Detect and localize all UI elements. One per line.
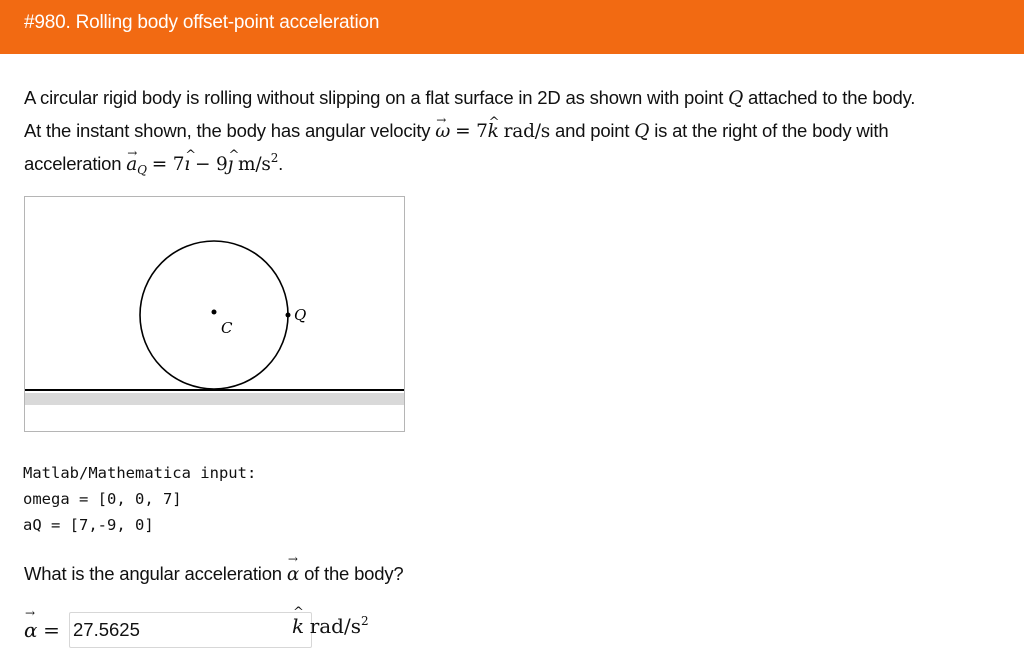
answer-label — [24, 618, 60, 643]
acceleration-value-x: = 7 — [151, 154, 185, 175]
figure-svg — [25, 197, 405, 432]
statement-text: A circular rigid body is rolling without slipping on a flat surface in 2D as shown with point — [24, 87, 729, 108]
center-point — [212, 310, 217, 315]
ground-surface — [25, 393, 405, 405]
point-q-label: Q — [294, 306, 307, 324]
answer-unit — [292, 614, 369, 639]
problem-header — [0, 0, 1024, 54]
i-unit-vector: ^ ı — [184, 149, 190, 181]
statement-line-3 — [24, 148, 1009, 182]
statement-text: acceleration — [24, 153, 127, 174]
statement-text: attached to the body. — [743, 87, 916, 108]
point-q-symbol: Q — [634, 121, 650, 142]
answer-unit-text: rad/s — [309, 614, 361, 638]
acceleration-unit-exponent: 2 — [270, 151, 279, 165]
answer-unit-exponent: 2 — [360, 614, 369, 628]
rolling-body-circle — [140, 241, 288, 389]
omega-unit: rad/s — [503, 121, 551, 142]
omega-value: = 7 — [455, 121, 488, 142]
statement-text: is at the right of the body with — [649, 120, 889, 141]
problem-statement — [24, 82, 1009, 182]
omega-vector-symbol: → ω — [435, 116, 450, 148]
acceleration-subscript: Q — [137, 163, 147, 177]
question-text-pre: What is the angular acceleration — [24, 563, 287, 584]
acceleration-unit: m/s — [238, 154, 271, 175]
matlab-input-block — [23, 460, 256, 538]
question-text — [24, 563, 404, 585]
statement-text: At the instant shown, the body has angular velocity — [24, 120, 436, 141]
acceleration-value-y: − 9 — [194, 154, 228, 175]
code-omega-line: omega = [0, 0, 7] — [23, 490, 182, 508]
point-q-marker — [286, 313, 291, 318]
angular-acceleration-input[interactable] — [69, 612, 312, 648]
code-aq-line: aQ = [7,-9, 0] — [23, 516, 154, 534]
statement-text: . — [278, 153, 284, 174]
answer-k-unit-vector: ^ k — [292, 614, 304, 638]
statement-line-1 — [24, 82, 1009, 115]
alpha-vector-symbol: → α — [287, 564, 299, 585]
rolling-body-figure — [24, 196, 405, 432]
question-text-post: of the body? — [299, 563, 404, 584]
acceleration-vector-symbol: → a — [126, 149, 137, 181]
problem-title: #980. Rolling body offset-point acceleration — [24, 12, 380, 33]
point-q-symbol: Q — [728, 88, 744, 109]
j-unit-vector: ^ ȷ — [228, 149, 234, 181]
code-heading: Matlab/Mathematica input: — [23, 464, 257, 482]
center-label: C — [221, 319, 233, 337]
statement-text: and point — [550, 120, 635, 141]
answer-alpha-symbol: → α — [24, 618, 38, 642]
statement-line-2 — [24, 115, 1009, 148]
answer-equals: = — [43, 618, 60, 642]
answer-row — [24, 612, 424, 648]
k-unit-vector: ^ k — [488, 116, 499, 148]
